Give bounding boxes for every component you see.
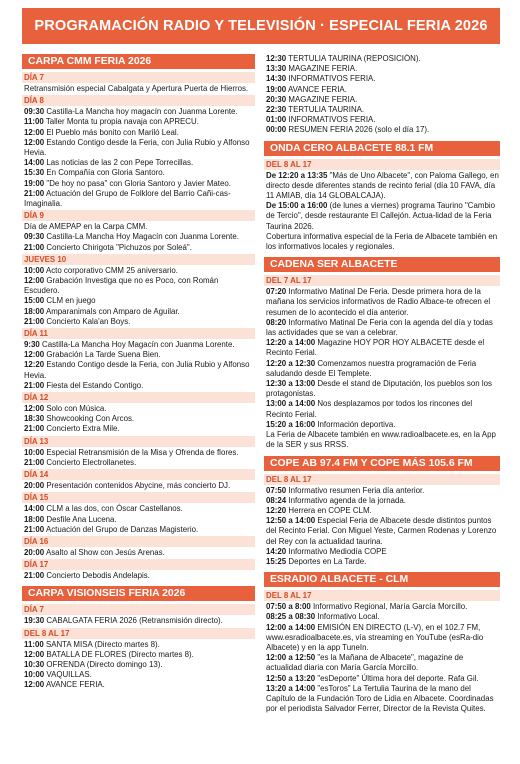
schedule-item <box>264 201 500 232</box>
schedule-time: 21:00 <box>24 524 45 534</box>
day-label: DÍA 14 <box>22 469 255 480</box>
schedule-item <box>22 660 255 670</box>
schedule-text: Grabación La Tarde Suena Bien. <box>46 350 161 360</box>
schedule-item <box>264 85 500 95</box>
channel-title-bar: COPE AB 97.4 FM Y COPE MÁS 105.6 FM <box>264 456 500 471</box>
schedule-item <box>264 379 500 399</box>
schedule-text: (de lunes a viernes) programa Taurino "Cambio de Tercio", desde restaurante El Callejón. Actua-lidad de la Feria Taurina 2026. <box>266 201 495 231</box>
day-label: DÍA 9 <box>22 210 255 221</box>
day-label: DÍA 8 <box>22 95 255 106</box>
schedule-time: 13:20 a 14:00 <box>266 683 316 693</box>
day-label: DEL 8 AL 17 <box>264 159 500 170</box>
schedule-text: "esToros" La Tertulia Taurina de la mano del Capítulo de la Fundación Toro de Lidia en Albacete. Coordinadas por el periodista Salvador Ferrer, Director de la Revista Quites. <box>266 683 494 714</box>
schedule-text: CLM a las dos, con Óscar Castellanos. <box>46 504 183 514</box>
schedule-text: Desde el stand de Diputación, los pueblos son los protagonistas. <box>266 379 492 399</box>
schedule-text: "De hoy no pasa" con Gloria Santoro y Javier Mateo. <box>46 178 231 188</box>
schedule-time: 12:00 <box>24 649 45 659</box>
schedule-time: 14:30 <box>266 74 287 84</box>
schedule-item <box>22 350 255 360</box>
schedule-time: 12:50 a 13:20 <box>266 673 316 683</box>
schedule-text: Informativo Mediodía COPE <box>288 546 387 556</box>
schedule-time: 12:20 a 14:00 <box>266 338 316 348</box>
schedule-time: 12:00 <box>24 680 45 690</box>
schedule-time: 09:30 <box>24 232 45 242</box>
schedule-time: 21:00 <box>24 457 45 467</box>
schedule-item <box>22 670 255 680</box>
day-label: DÍA 7 <box>22 604 255 615</box>
schedule-item <box>264 612 500 622</box>
schedule-text: CLM en juego <box>46 296 96 306</box>
day-label: DÍA 11 <box>22 328 255 339</box>
schedule-item <box>264 506 500 516</box>
schedule-text: Magazine HOY POR HOY ALBACETE desde el Recinto Ferial. <box>266 338 485 358</box>
schedule-text: AVANCE FERIA. <box>287 84 347 94</box>
schedule-time: 15:00 <box>24 296 45 306</box>
schedule-item <box>22 189 255 209</box>
schedule-item <box>22 307 255 317</box>
schedule-time: 14:00 <box>24 504 45 514</box>
schedule-time: 20:00 <box>24 547 45 557</box>
schedule-item <box>22 424 255 434</box>
schedule-item <box>22 515 255 525</box>
schedule-text: Informativo resumen Feria día anterior. <box>288 485 425 495</box>
schedule-text: En Compañía con Gloria Santoro. <box>46 168 165 178</box>
schedule-item <box>22 360 255 380</box>
channel-title-bar: CARPA CMM FERIA 2026 <box>22 54 255 69</box>
schedule-time: 10:00 <box>24 265 45 275</box>
schedule-item <box>22 117 255 127</box>
schedule-item <box>264 359 500 379</box>
schedule-item <box>22 571 255 581</box>
schedule-text: Concierto Extra Mile. <box>46 424 120 434</box>
schedule-text: RESUMEN FERIA 2026 (solo el día 17). <box>288 125 430 135</box>
schedule-text: Amparanimals con Amparo de Aguilar. <box>45 306 180 316</box>
schedule-text: Castilla-La Mancha Hoy Magacín con Juanma Lorente. <box>46 232 239 242</box>
day-label: DEL 8 AL 17 <box>264 474 500 485</box>
schedule-text: Informativo Matinal De Feria con la agenda del día y todas las actividades que se van a celebrar. <box>266 317 493 338</box>
schedule-time: De 15:00 a 16:00 <box>266 201 328 211</box>
schedule-item <box>22 650 255 660</box>
schedule-item <box>264 232 500 252</box>
schedule-item <box>264 420 500 430</box>
day-label: DÍA 17 <box>22 559 255 570</box>
schedule-text: Informativo agenda de la jornada. <box>288 495 406 505</box>
schedule-time: 12:00 <box>24 404 45 414</box>
schedule-text: El Pueblo más bonito con Mariló Leal. <box>46 127 179 137</box>
schedule-item <box>264 674 500 684</box>
schedule-text: EMISIÓN EN DIRECTO (L-V), en el 102.7 FM, www.esradioalbacete.es, vía streaming en YouTube (esRa-dio Albacete) y en la app TuneIn. <box>266 622 484 652</box>
schedule-item <box>264 602 500 612</box>
schedule-text: Información deportiva. <box>317 419 396 429</box>
schedule-time: 21:00 <box>24 242 45 252</box>
schedule-text: Actuación del Grupo de Danzas Magisterio. <box>45 524 199 534</box>
schedule-time: 9:30 <box>24 340 40 350</box>
schedule-text: Solo con Música. <box>46 404 107 414</box>
schedule-text: Nos desplazamos por todos los rincones del Recinto Ferial. <box>266 399 473 419</box>
schedule-time: 12:00 <box>24 137 45 147</box>
schedule-time: 15:25 <box>266 556 287 566</box>
schedule-item <box>22 243 255 253</box>
schedule-text: MAGAZINE FERIA. <box>288 64 358 74</box>
schedule-time: 21:00 <box>24 380 45 390</box>
schedule-time: 12:20 <box>266 505 287 515</box>
schedule-time: 09:30 <box>24 107 45 117</box>
schedule-item <box>22 525 255 535</box>
schedule-item <box>264 287 500 318</box>
schedule-time: 12:20 <box>24 360 45 370</box>
schedule-text: MAGAZINE FERIA. <box>288 94 358 104</box>
schedule-time: 12:20 a 12:30 <box>266 358 316 368</box>
day-label: DÍA 15 <box>22 492 255 503</box>
day-label: DÍA 16 <box>22 536 255 547</box>
schedule-text: Fiesta del Estando Contigo. <box>46 380 144 390</box>
schedule-time: 10:00 <box>24 670 45 680</box>
schedule-time: 08:24 <box>266 495 287 505</box>
schedule-text: Día de AMEPAP en la Carpa CMM. <box>24 222 148 232</box>
schedule-item <box>22 340 255 350</box>
schedule-text: BATALLA DE FLORES (Directo martes 8). <box>46 649 194 659</box>
schedule-text: INFORMATIVOS FERIA. <box>288 74 376 84</box>
schedule-item <box>22 168 255 178</box>
schedule-item <box>264 623 500 654</box>
schedule-time: 21:00 <box>24 188 45 198</box>
channel-title-bar: CADENA SER ALBACETE <box>264 257 500 272</box>
schedule-time: 14:00 <box>24 158 45 168</box>
channel-section <box>264 456 500 568</box>
schedule-item <box>22 548 255 558</box>
schedule-text: Showcooking Con Arcos. <box>46 414 135 424</box>
schedule-text: Presentación contenidos Abycine, más concierto DJ. <box>46 481 231 491</box>
schedule-text: Concierto Chirigota "Pichuzos por Soleá". <box>46 242 192 252</box>
schedule-text: "esDeporte" Última hora del deporte. Rafa Gil. <box>317 673 479 683</box>
schedule-item <box>264 318 500 338</box>
schedule-time: 18:30 <box>24 414 45 424</box>
schedule-text: TERTULIA TAURINA (REPOSICIÓN). <box>288 54 421 63</box>
schedule-time: 12:00 a 12:50 <box>266 653 316 663</box>
schedule-item <box>22 232 255 242</box>
schedule-text: Las noticias de las 2 con Pepe Torrecillas. <box>46 158 194 168</box>
schedule-text: Concierto Electrollanetes. <box>46 457 137 467</box>
day-label: DEL 7 AL 17 <box>264 275 500 286</box>
schedule-item <box>22 317 255 327</box>
schedule-text: Estando Contigo desde la Feria, con Julia Rubio y Alfonso Hevia. <box>24 137 250 158</box>
schedule-time: 12:30 <box>266 54 287 63</box>
schedule-text: Concierto Debodis Andelapis. <box>46 571 150 581</box>
schedule-text: Cobertura informativa especial de la Feria de Albacete también en los informativos locales y regionales. <box>266 231 498 252</box>
schedule-text: TERTULIA TAURINA. <box>288 105 365 115</box>
schedule-text: Informativo Regional, María García Morcillo. <box>312 602 468 612</box>
schedule-text: Castilla-La Mancha Hoy Magacín con Juanma Lorente. <box>42 340 235 350</box>
schedule-time: 08:20 <box>266 317 287 327</box>
schedule-time: 07:50 a 8:00 <box>266 602 311 612</box>
schedule-text: "Más de Uno Albacete", con Paloma Gallego, en directo desde diferentes stands de recinto ferial (día 10 FAVA, día 11 AMIAB, día 14 GLOBALCAJA). <box>266 170 499 201</box>
schedule-text: Concierto Kala'an Boys. <box>46 316 131 326</box>
schedule-item <box>264 64 500 74</box>
channel-section <box>264 54 500 136</box>
schedule-text: Desfile Ana Lucena. <box>46 514 117 524</box>
day-label: JUEVES 10 <box>22 254 255 265</box>
schedule-item <box>22 179 255 189</box>
schedule-item <box>22 138 255 158</box>
schedule-time: 20:00 <box>24 481 45 491</box>
schedule-item <box>264 496 500 506</box>
schedule-time: 12:00 <box>24 350 45 360</box>
schedule-text: AVANCE FERIA. <box>45 680 105 690</box>
schedule-text: Estando Contigo desde la Feria, con Julia Rubio y Alfonso Hevia. <box>24 360 250 380</box>
day-label: DÍA 13 <box>22 436 255 447</box>
day-label: DÍA 12 <box>22 392 255 403</box>
schedule-time: 21:00 <box>24 316 45 326</box>
day-label: DEL 8 AL 17 <box>22 628 255 639</box>
schedule-item <box>264 74 500 84</box>
schedule-item <box>22 458 255 468</box>
schedule-item <box>264 430 500 450</box>
schedule-text: Acto corporativo CMM 25 aniversario. <box>45 265 178 275</box>
schedule-item <box>22 276 255 296</box>
schedule-time: 15:20 a 16:00 <box>266 419 316 429</box>
schedule-item <box>22 107 255 117</box>
schedule-time: 12:30 a 13:00 <box>266 379 316 389</box>
schedule-time: 19:00 <box>266 84 287 94</box>
schedule-text: INFORMATIVOS FERIA. <box>288 115 376 125</box>
channel-section <box>264 141 500 253</box>
schedule-item <box>22 680 255 690</box>
schedule-text: Deportes en La Tarde. <box>288 556 367 566</box>
schedule-item <box>22 381 255 391</box>
schedule-time: 13:30 <box>266 64 287 74</box>
channel-title-bar: ESRADIO ALBACETE - CLM <box>264 572 500 587</box>
schedule-text: Especial Retransmisión de la Misa y Ofrenda de flores. <box>46 447 239 457</box>
schedule-time: 12:50 a 14:00 <box>266 516 316 526</box>
schedule-time: 07:20 <box>266 287 287 297</box>
schedule-item <box>22 222 255 232</box>
schedule-time: 12:00 <box>24 127 45 137</box>
channel-title-bar: ONDA CERO ALBACETE 88.1 FM <box>264 141 500 156</box>
schedule-item <box>22 448 255 458</box>
channel-section <box>22 586 255 690</box>
schedule-item <box>22 481 255 491</box>
schedule-item <box>22 84 255 94</box>
day-label: DÍA 7 <box>22 72 255 83</box>
schedule-item <box>264 125 500 135</box>
schedule-time: 12:00 <box>24 276 45 286</box>
schedule-item <box>264 547 500 557</box>
schedule-time: De 12:20 a 13:35 <box>266 170 328 180</box>
schedule-time: 18:00 <box>24 514 45 524</box>
schedule-item <box>22 504 255 514</box>
schedule-text: Comenzamos nuestra programación de Feria saludando desde El Templete. <box>266 358 477 378</box>
schedule-item <box>22 128 255 138</box>
channel-title-bar: CARPA VISIONSEIS FERIA 2026 <box>22 586 255 601</box>
schedule-text: VAQUILLAS. <box>46 670 92 680</box>
channel-section <box>264 257 500 450</box>
schedule-time: 11:00 <box>24 117 44 127</box>
schedule-text: Actuación del Grupo de Folklore del Barrio Cañi-cas-Imaginalia. <box>24 188 231 209</box>
schedule-item <box>264 486 500 496</box>
schedule-text: Informativo Matinal De Feria. Desde primera hora de la mañana los servicios informativos de Radio Albace-te ofrecen el resumen de lo acontecido el día anterior. <box>266 287 491 317</box>
schedule-time: 01:00 <box>266 115 287 125</box>
schedule-time: 00:00 <box>266 125 287 135</box>
left-column <box>22 54 255 760</box>
schedule-text: La Feria de Albacete también en www.radioalbacete.es, en la App de la SER y sus RRSS. <box>266 430 496 450</box>
right-column <box>264 54 500 760</box>
schedule-text: Herrera en COPE CLM. <box>288 505 372 515</box>
schedule-item <box>22 414 255 424</box>
page-title: PROGRAMACIÓN RADIO Y TELEVISIÓN · ESPECIAL FERIA 2026 <box>22 8 500 44</box>
schedule-item <box>264 171 500 202</box>
schedule-text: Retransmisión especial Cabalgata y Apertura Puerta de Hierros. <box>24 84 249 93</box>
schedule-item <box>264 54 500 64</box>
schedule-item <box>264 115 500 125</box>
schedule-time: 10:30 <box>24 659 45 669</box>
schedule-item <box>264 399 500 419</box>
schedule-time: 14:20 <box>266 546 287 556</box>
schedule-item <box>264 338 500 358</box>
schedule-text: "es la Mañana de Albacete", magazine de actualidad diaria con María García Morcillo. <box>266 653 464 673</box>
schedule-text: Informativo Local. <box>317 612 380 622</box>
channel-section <box>22 54 255 581</box>
schedule-text: SANTA MISA (Directo martes 8). <box>45 639 160 649</box>
schedule-time: 08:25 a 08:30 <box>266 612 316 622</box>
schedule-text: Especial Feria de Albacete desde distintos puntos del Recinto Ferial. Con Miguel Yeste, Carmen Rodenas y Lorenzo del Rey con la actualidad taurina. <box>266 516 497 546</box>
schedule-text: Grabación Investiga que no es Poco, con Román Escudero. <box>24 276 219 296</box>
schedule-time: 21:00 <box>24 571 45 581</box>
schedule-time: 12:00 a 14:00 <box>266 622 316 632</box>
schedule-time: 20:30 <box>266 94 287 104</box>
schedule-text: Asalto al Show con Jesús Arenas. <box>45 547 165 557</box>
columns-container <box>22 54 500 760</box>
schedule-time: 10:00 <box>24 447 45 457</box>
schedule-text: OFRENDA (Directo domingo 13). <box>46 659 163 669</box>
channel-section <box>264 572 500 714</box>
schedule-item <box>264 95 500 105</box>
schedule-time: 11:00 <box>24 639 44 649</box>
schedule-item <box>264 653 500 673</box>
schedule-time: 22:30 <box>266 105 287 115</box>
schedule-item <box>22 404 255 414</box>
schedule-time: 19:30 <box>24 616 45 626</box>
schedule-item <box>264 684 500 715</box>
schedule-time: 07:50 <box>266 485 287 495</box>
schedule-item <box>22 640 255 650</box>
schedule-text: Taller Monta tu propia navaja con APRECU. <box>45 117 199 127</box>
schedule-item <box>264 516 500 547</box>
schedule-item <box>22 296 255 306</box>
schedule-item <box>264 105 500 115</box>
schedule-item <box>22 158 255 168</box>
schedule-time: 13:00 a 14:00 <box>266 399 316 409</box>
schedule-time: 19:00 <box>24 178 45 188</box>
schedule-time: 21:00 <box>24 424 45 434</box>
schedule-text: Castilla-La Mancha hoy magacín con Juanma Lorente. <box>46 107 238 117</box>
day-label: DEL 8 AL 17 <box>264 590 500 601</box>
schedule-time: 15:30 <box>24 168 45 178</box>
schedule-item <box>264 557 500 567</box>
schedule-item <box>22 266 255 276</box>
schedule-time: 18:00 <box>24 306 45 316</box>
schedule-item <box>22 616 255 626</box>
schedule-text: CABALGATA FERIA 2026 (Retransmisión directo). <box>46 616 223 626</box>
